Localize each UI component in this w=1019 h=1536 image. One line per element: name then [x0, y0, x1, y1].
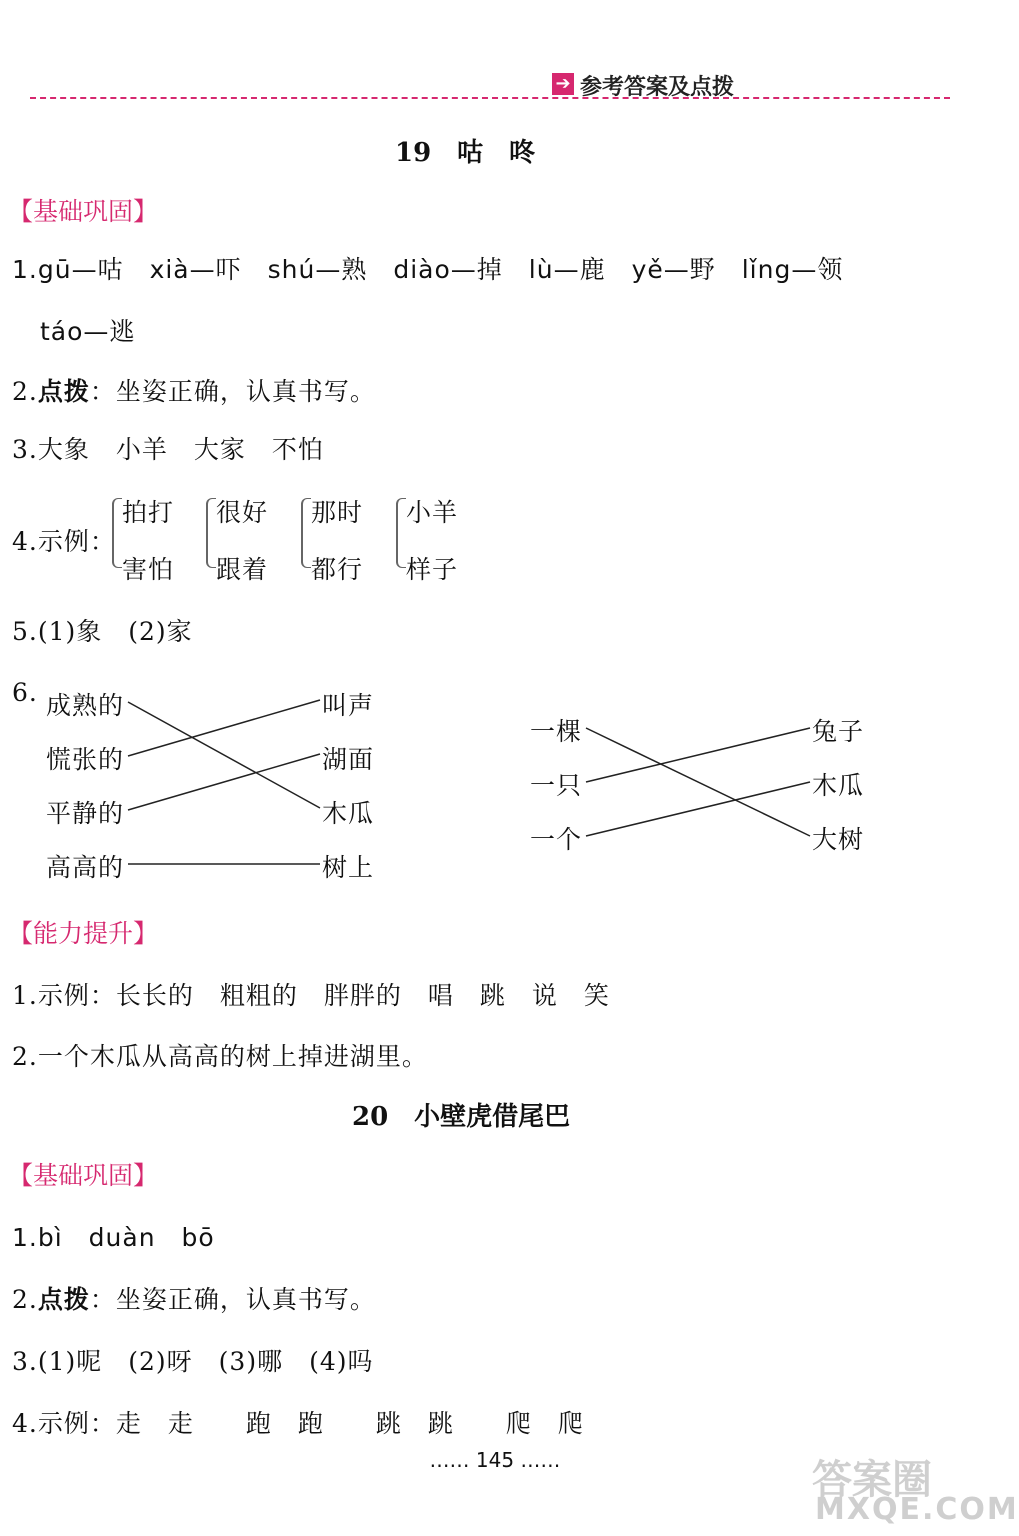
lesson19-q4-pair1-top: 拍打 [122, 498, 175, 527]
lesson20-q3: 3.(1)呢 (2)呀 (3)哪 (4)吗 [12, 1347, 374, 1376]
lesson20-basic-tag: 【基础巩固】 [8, 1161, 159, 1190]
match-line-7 [586, 782, 810, 836]
match-line-1 [128, 702, 320, 808]
q6-left-target-4: 树上 [322, 853, 375, 882]
lesson19-q4-pair2-top: 很好 [216, 498, 269, 527]
lesson19-q3: 3.大象 小羊 大家 不怕 [12, 435, 324, 464]
q6-left-word-1: 成熟的 [46, 691, 125, 720]
lesson20-q4: 4.示例：走 走 跑 跑 跳 跳 爬 爬 [12, 1409, 584, 1438]
header-title: 参考答案及点拨 [580, 74, 735, 100]
q6-right-word-3: 一个 [530, 825, 583, 854]
lesson19-q4-prefix: 4.示例： [12, 527, 116, 556]
lesson19-q2-text: ：坐姿正确，认真书写。 [89, 377, 376, 406]
lesson19-q4-pair4-top: 小羊 [406, 498, 459, 527]
watermark-logo: 答案圈 [812, 1457, 932, 1503]
lesson19-q4-pair3-bottom: 都行 [311, 555, 364, 584]
lesson19-q4-pair3-top: 那时 [311, 498, 364, 527]
lesson19-q4-pair4-bottom: 样子 [406, 555, 459, 584]
lesson20-q2 [12, 1280, 376, 1316]
watermark-url: MXQE.COM [815, 1492, 1019, 1527]
lesson19-q6-num: 6. [12, 678, 38, 707]
q6-left-target-1: 叫声 [322, 691, 375, 720]
lesson19-basic-tag: 【基础巩固】 [8, 197, 159, 226]
lesson20-q2-label: 点拨 [37, 1285, 90, 1314]
match-line-5 [586, 728, 810, 836]
match-line-3 [128, 754, 320, 810]
lesson19-q2-label: 点拨 [37, 377, 90, 406]
lesson19-q1-row2: táo—逃 [40, 317, 136, 346]
q6-right-word-2: 一只 [530, 771, 583, 800]
q6-right-target-3: 大树 [812, 825, 865, 854]
lesson19-q2-num: 2. [12, 377, 38, 406]
arrow-icon: ➔ [552, 73, 574, 95]
lesson20-q2-num: 2. [12, 1285, 38, 1314]
page-number: …… 145 …… [429, 1448, 561, 1472]
q6-left-target-2: 湖面 [322, 745, 375, 774]
match-line-6 [586, 728, 810, 782]
q6-right-target-1: 兔子 [812, 717, 865, 746]
lesson20-q2-text: ：坐姿正确，认真书写。 [89, 1285, 376, 1314]
lesson19-q1-row1: 1.gū—咕 xià—吓 shú—熟 diào—掉 lù—鹿 yě—野 lǐng—领 [12, 255, 844, 284]
q6-left-target-3: 木瓜 [322, 799, 375, 828]
lesson19-ability-q1: 1.示例：长长的 粗粗的 胖胖的 唱 跳 说 笑 [12, 981, 610, 1010]
lesson20-q1: 1.bì duàn bō [12, 1223, 215, 1252]
q6-right-target-2: 木瓜 [812, 771, 865, 800]
lesson19-title: 19 咕 咚 [395, 138, 536, 168]
lesson19-q4-pair1-bottom: 害怕 [122, 555, 175, 584]
q6-right-word-1: 一棵 [530, 717, 583, 746]
lesson19-ability-q2: 2.一个木瓜从高高的树上掉进湖里。 [12, 1042, 428, 1071]
lesson19-ability-tag: 【能力提升】 [8, 919, 159, 948]
q6-left-word-3: 平静的 [46, 799, 125, 828]
q6-left-word-2: 慌张的 [46, 745, 125, 774]
match-line-2 [128, 700, 320, 756]
lesson19-q4-pair2-bottom: 跟着 [216, 555, 269, 584]
lesson20-title: 20 小壁虎借尾巴 [352, 1102, 571, 1132]
q6-left-word-4: 高高的 [46, 853, 125, 882]
lesson19-q5: 5.(1)象 (2)家 [12, 617, 193, 646]
